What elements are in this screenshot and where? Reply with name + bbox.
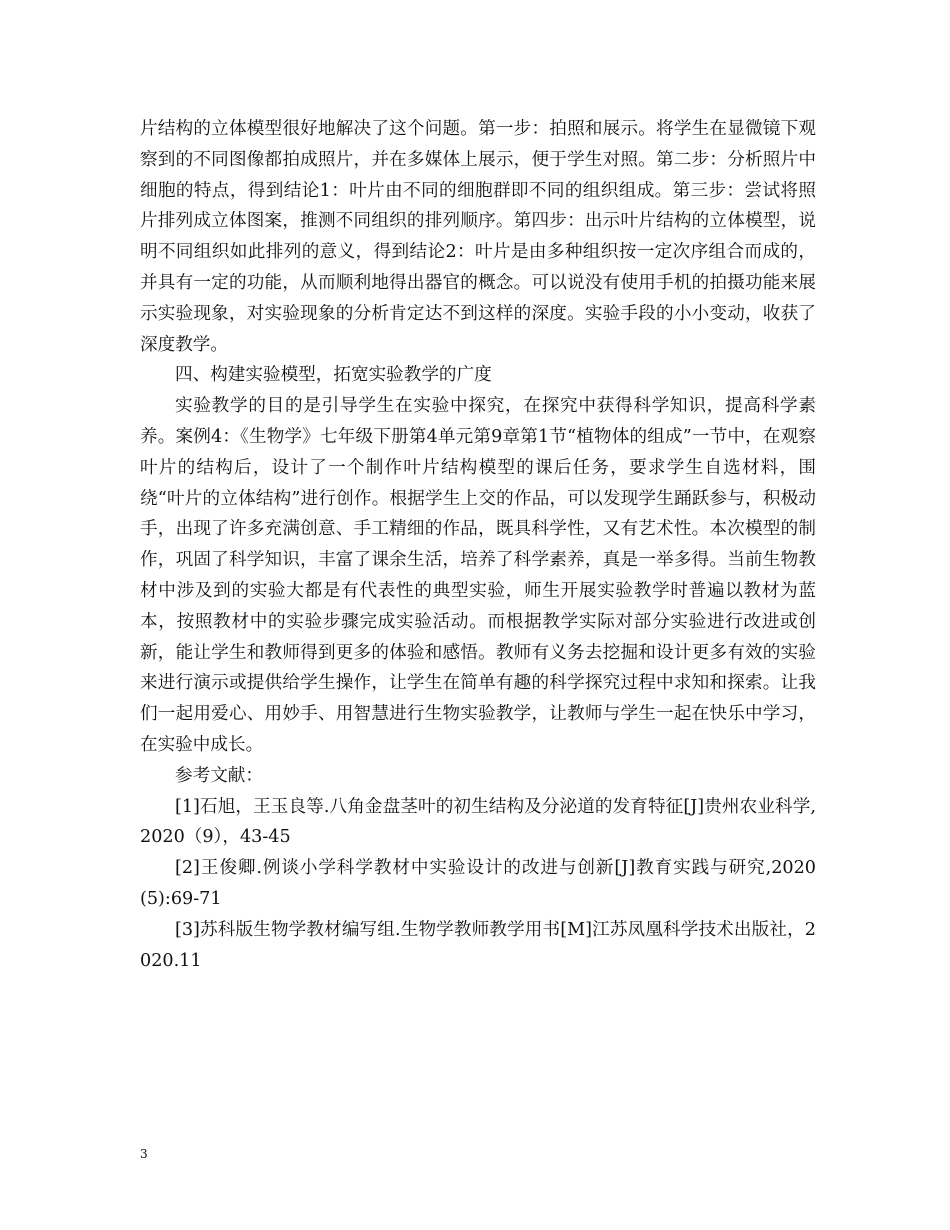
references-list <box>140 792 816 977</box>
reference-item: [2]王俊卿.例谈小学科学教材中实验设计的改进与创新[J]教育实践与研究,2020(5):69-71 <box>140 858 816 909</box>
page-body <box>140 114 816 976</box>
page-number: 3 <box>140 1147 148 1161</box>
paragraph-experiment-model: 实验教学的目的是引导学生在实验中探究，在探究中获得科学知识，提高科学素养。案例4：《生物学》七年级下册第4单元第9章第1节“植物体的组成”一节中，在观察叶片的结构后，设计了一个制作叶片结构模型的课后任务，要求学生自选材料，围绕“叶片的立体结构”进行创作。根据学生上交的作品，可以发现学生踊跃参与，积极动手，出现了许多充满创意、手工精细的作品，既具科学性，又有艺术性。本次模型的制作，巩固了科学知识，丰富了课余生活，培养了科学素养，真是一举多得。当前生物教材中涉及到的实验大都是有代表性的典型实验，师生开展实验教学时普遍以教材为蓝本，按照教材中的实验步骤完成实验活动。而根据教学实际对部分实验进行改进或创新，能让学生和教师得到更多的体验和感悟。教师有义务去挖掘和设计更多有效的实验来进行演示或提供给学生操作，让学生在简单有趣的科学探究过程中求知和探索。让我们一起用爱心、用妙手、用智慧进行生物实验教学，让教师与学生一起在快乐中学习，在实验中成长。 <box>140 396 816 755</box>
reference-item: [1]石旭，王玉良等.八角金盘茎叶的初生结构及分泌道的发育特征[J]贵州农业科学,2020（9），43-45 <box>140 796 816 848</box>
reference-item: [3]苏科版生物学教材编写组.生物学教师教学用书[M]江苏凤凰科学技术出版社，2020.11 <box>140 919 816 971</box>
paragraph-leaf-model: 片结构的立体模型很好地解决了这个问题。第一步：拍照和展示。将学生在显微镜下观察到的不同图像都拍成照片，并在多媒体上展示，便于学生对照。第二步：分析照片中细胞的特点，得到结论1：叶片由不同的细胞群即不同的组织组成。第三步：尝试将照片排列成立体图案，推测不同组织的排列顺序。第四步：出示叶片结构的立体模型，说明不同组织如此排列的意义，得到结论2：叶片是由多种组织按一定次序组合而成的，并具有一定的功能，从而顺利地得出器官的概念。可以说没有使用手机的拍摄功能来展示实验现象，对实验现象的分析肯定达不到这样的深度。实验手段的小小变动，收获了深度教学。 <box>140 119 816 355</box>
section-heading-4: 四、构建实验模型，拓宽实验教学的广度 <box>175 365 492 386</box>
references-heading: 参考文献： <box>175 765 263 786</box>
